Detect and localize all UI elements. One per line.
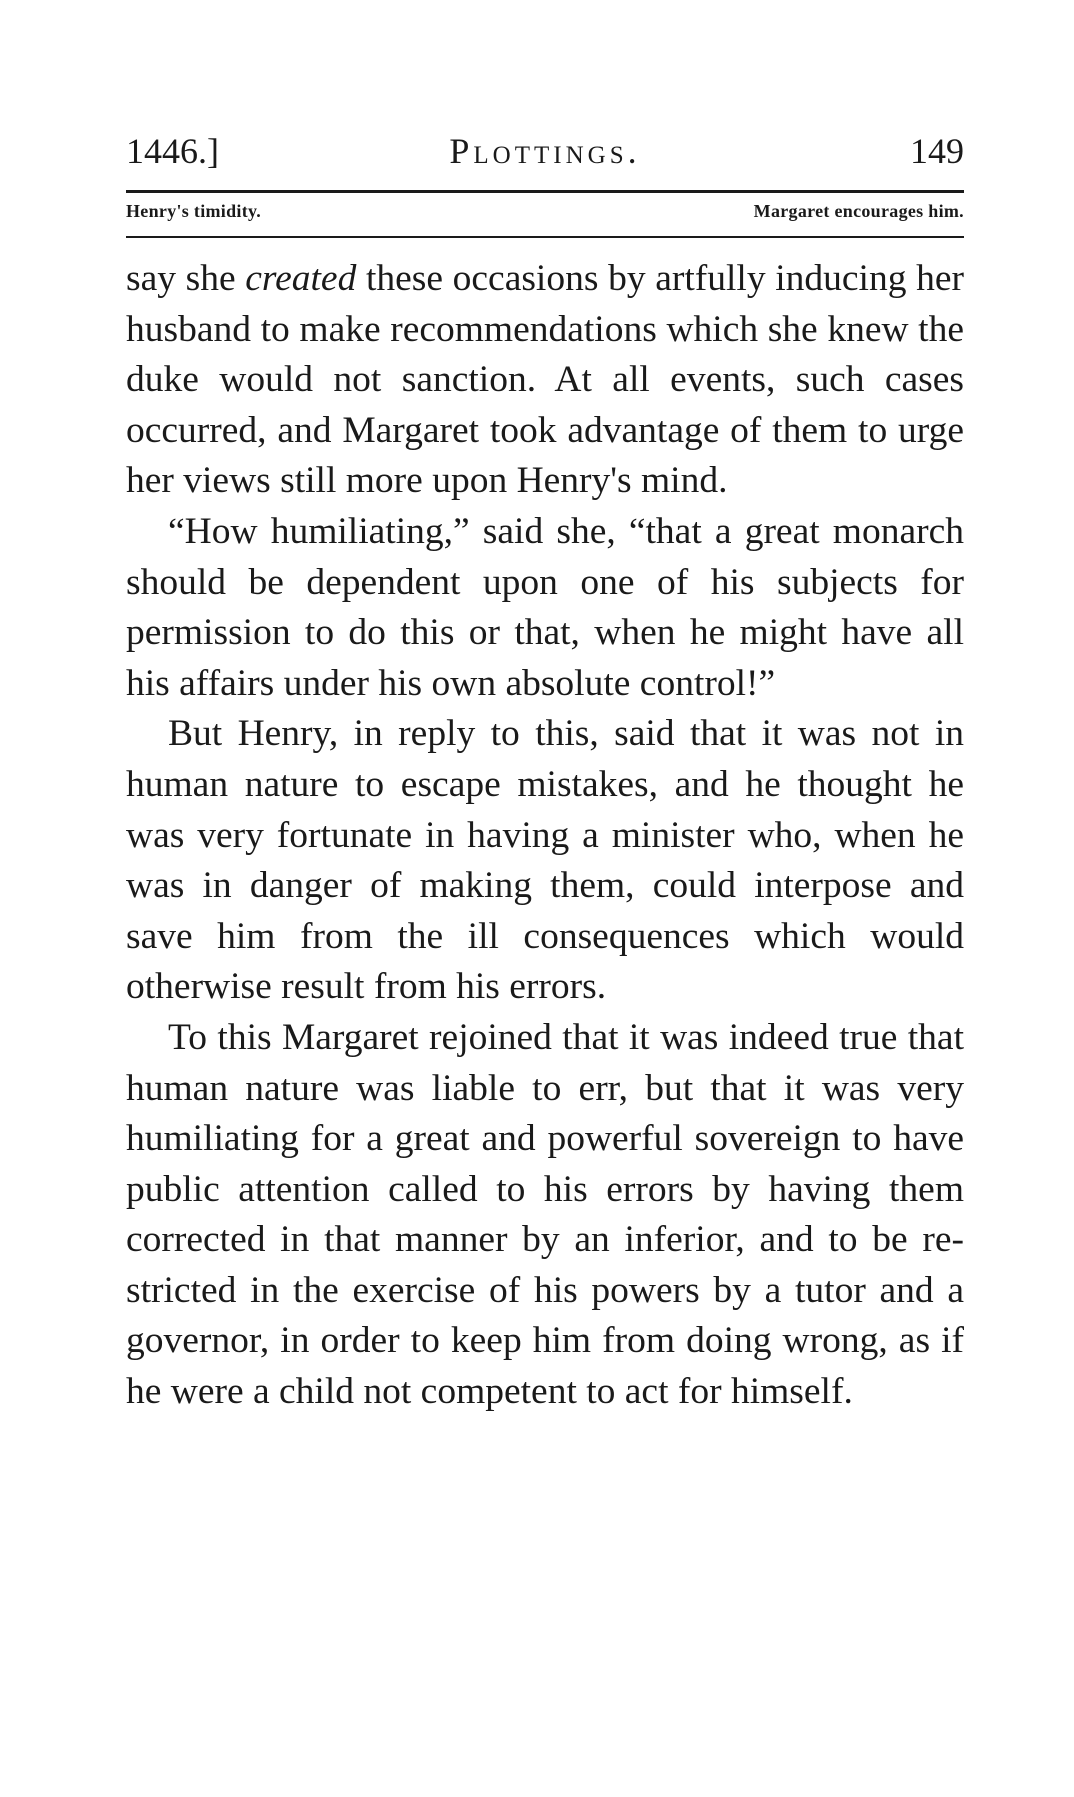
paragraph-1: [126, 254, 964, 507]
sidenote-right: Margaret encourages him.: [753, 201, 964, 221]
paragraph-4: To this Margaret rejoined that it was indeed true that human nature was liable to err, but that it was very humiliating for a great and powerful sovereign to have public attention called to his errors by having them corrected in that manner by an inferior, and to be restricted in the exercise of his powers by a tutor and a governor, in order to keep him from doing wrong, as if he were a child not competent to act for himself.: [126, 1016, 964, 1413]
header-year: 1446.]: [126, 131, 219, 171]
body-text: [126, 254, 964, 1418]
emphasized-word: created: [245, 258, 357, 299]
running-head: [126, 130, 964, 178]
sidenote-left: Henry's timidity.: [126, 201, 262, 221]
header-rule-bottom: [126, 236, 964, 238]
paragraph-2: “How humiliating,” said she, “that a great monarch should be dependent upon one of his subjects for permission to do this or that, when he might have all his affairs under his own absolute control!”: [126, 510, 964, 704]
chapter-title: Plottings.: [449, 131, 641, 171]
paragraph-1-rest: these occasions by artfully inducing her husband to make recommendations which she knew the duke would not sanction. At all events, such cases occurred, and Margaret took advantage of them to urge her views still more upon Henry's mind.: [126, 258, 964, 502]
paragraph-1-start: say she: [126, 258, 246, 299]
page-number: 149: [910, 131, 964, 171]
header-rule-top: [126, 190, 964, 193]
paragraph-3: But Henry, in reply to this, said that it was not in human nature to escape mistakes, and he thought he was very fortunate in having a minister who, when he was in danger of making them, could interpose and save him from the ill consequences which would otherwise result from his errors.: [126, 713, 964, 1008]
marginal-notes: [126, 201, 964, 231]
